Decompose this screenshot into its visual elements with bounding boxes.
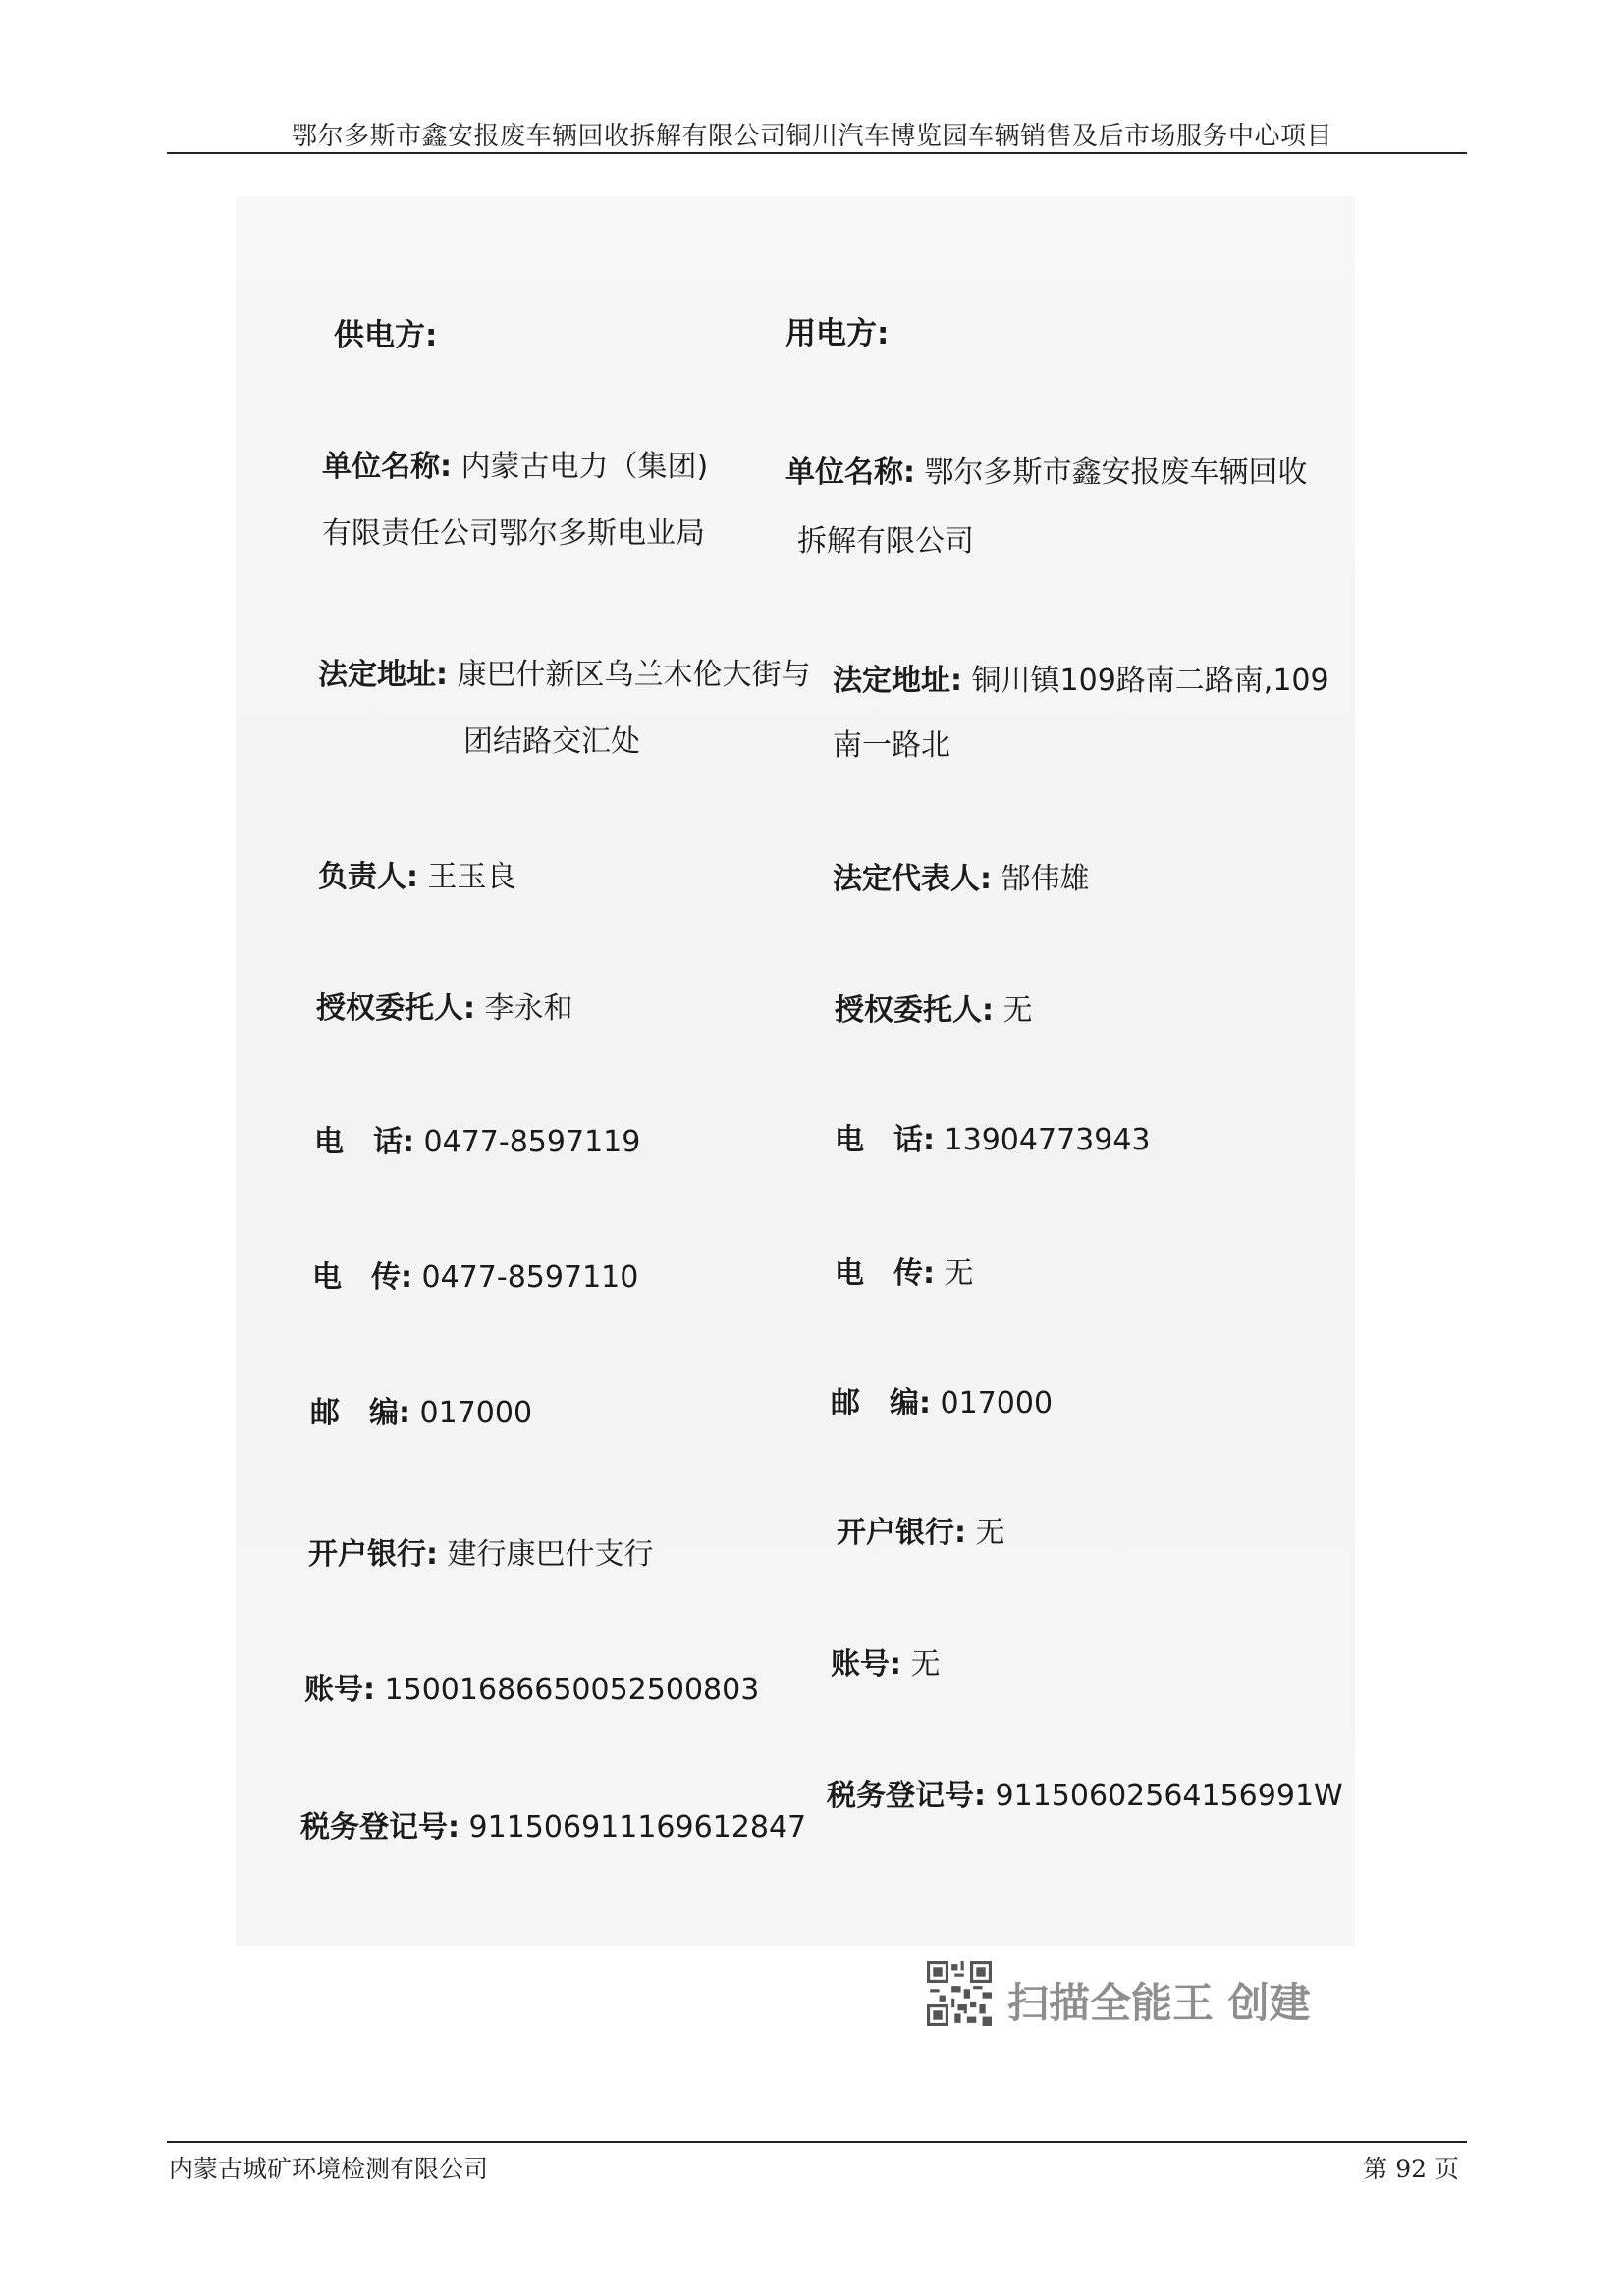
consumer-unit-line1 — [785, 448, 1308, 491]
supplier-account-label: 账号: — [304, 1673, 375, 1707]
supplier-bank-row — [308, 1529, 654, 1573]
consumer-tax-label: 税务登记号: — [827, 1779, 986, 1813]
consumer-phone-label: 电 话: — [835, 1123, 935, 1157]
scanner-watermark — [927, 1961, 1339, 2030]
consumer-column — [785, 196, 1355, 1946]
consumer-bank-row — [837, 1508, 1005, 1551]
consumer-unit-name-1: 鄂尔多斯市鑫安报废车辆回收 — [924, 455, 1308, 490]
consumer-postcode-label: 邮 编: — [831, 1386, 931, 1420]
supplier-fax-row — [312, 1253, 638, 1296]
consumer-postcode-row — [831, 1378, 1053, 1421]
supplier-agent-row — [316, 984, 573, 1027]
consumer-fax-row — [835, 1249, 974, 1292]
consumer-account-label: 账号: — [831, 1647, 901, 1682]
consumer-agent-label: 授权委托人: — [835, 993, 994, 1028]
supplier-address-label: 法定地址: — [318, 658, 448, 692]
supplier-agent: 李永和 — [484, 991, 573, 1026]
supplier-unit-line1 — [322, 442, 708, 485]
header-divider — [167, 152, 1467, 154]
supplier-postcode-label: 邮 编: — [310, 1396, 410, 1430]
consumer-rep-label: 法定代表人: — [833, 862, 992, 896]
consumer-phone-row — [835, 1115, 1151, 1158]
supplier-unit-name-2: 有限责任公司鄂尔多斯电业局 — [322, 516, 705, 551]
watermark-text: 扫描全能王 创建 — [1007, 1979, 1311, 2027]
supplier-title: 供电方: — [334, 318, 438, 353]
scanned-contract-page — [236, 196, 1355, 1946]
consumer-unit-name-2: 拆解有限公司 — [797, 524, 974, 559]
supplier-address-1: 康巴什新区乌兰木伦大街与 — [457, 658, 811, 692]
consumer-title: 用电方: — [785, 316, 890, 351]
consumer-fax: 无 — [944, 1256, 974, 1291]
supplier-bank: 建行康巴什支行 — [447, 1537, 654, 1572]
supplier-tax: 911506911169612847 — [468, 1810, 807, 1844]
supplier-manager-row — [318, 852, 516, 895]
consumer-bank-label: 开户银行: — [837, 1516, 966, 1550]
supplier-account: 15001686650052500803 — [384, 1673, 760, 1707]
supplier-account-row — [304, 1665, 759, 1708]
supplier-manager: 王玉良 — [427, 860, 516, 894]
consumer-account: 无 — [910, 1647, 941, 1682]
consumer-agent-row — [835, 986, 1033, 1029]
supplier-unit-name-1: 内蒙古电力（集团) — [460, 450, 709, 484]
supplier-tax-label: 税务登记号: — [300, 1810, 460, 1844]
consumer-address-1: 铜川镇109路南二路南,109 — [971, 664, 1329, 698]
supplier-unit-label: 单位名称: — [322, 450, 452, 484]
consumer-address-line1 — [833, 656, 1329, 699]
supplier-manager-label: 负责人: — [318, 860, 418, 894]
qr-code-icon — [927, 1961, 992, 2026]
supplier-address-line1 — [318, 650, 811, 693]
consumer-address-label: 法定地址: — [833, 664, 962, 698]
consumer-address-2: 南一路北 — [833, 728, 950, 763]
footer-company: 内蒙古城矿环境检测有限公司 — [169, 2155, 489, 2183]
consumer-fax-label: 电 传: — [835, 1256, 935, 1291]
supplier-column — [236, 196, 811, 1946]
consumer-unit-label: 单位名称: — [785, 455, 915, 490]
supplier-tax-row — [300, 1802, 806, 1845]
supplier-bank-label: 开户银行: — [308, 1537, 438, 1572]
consumer-rep-row — [833, 854, 1090, 897]
supplier-phone-label: 电 话: — [314, 1125, 414, 1159]
header-title: 鄂尔多斯市鑫安报废车辆回收拆解有限公司铜川汽车博览园车辆销售及后市场服务中心项目 — [291, 122, 1332, 151]
supplier-phone: 0477-8597119 — [423, 1125, 641, 1159]
consumer-tax-row — [827, 1771, 1343, 1814]
supplier-agent-label: 授权委托人: — [316, 991, 475, 1026]
consumer-agent: 无 — [1002, 993, 1033, 1028]
footer-page-number: 第 92 页 — [1363, 2155, 1459, 2183]
consumer-rep: 郜伟雄 — [1001, 862, 1090, 896]
supplier-address-2: 团结路交汇处 — [463, 724, 640, 759]
consumer-postcode: 017000 — [940, 1386, 1054, 1420]
consumer-bank: 无 — [975, 1516, 1005, 1550]
supplier-postcode: 017000 — [419, 1396, 533, 1430]
supplier-fax-label: 电 传: — [312, 1260, 412, 1295]
footer-divider — [167, 2141, 1467, 2143]
supplier-fax: 0477-8597110 — [421, 1260, 639, 1295]
supplier-postcode-row — [310, 1388, 532, 1431]
consumer-phone: 13904773943 — [944, 1123, 1151, 1157]
consumer-tax: 91150602564156991W — [995, 1779, 1343, 1813]
supplier-phone-row — [314, 1117, 640, 1160]
consumer-account-row — [831, 1639, 941, 1682]
